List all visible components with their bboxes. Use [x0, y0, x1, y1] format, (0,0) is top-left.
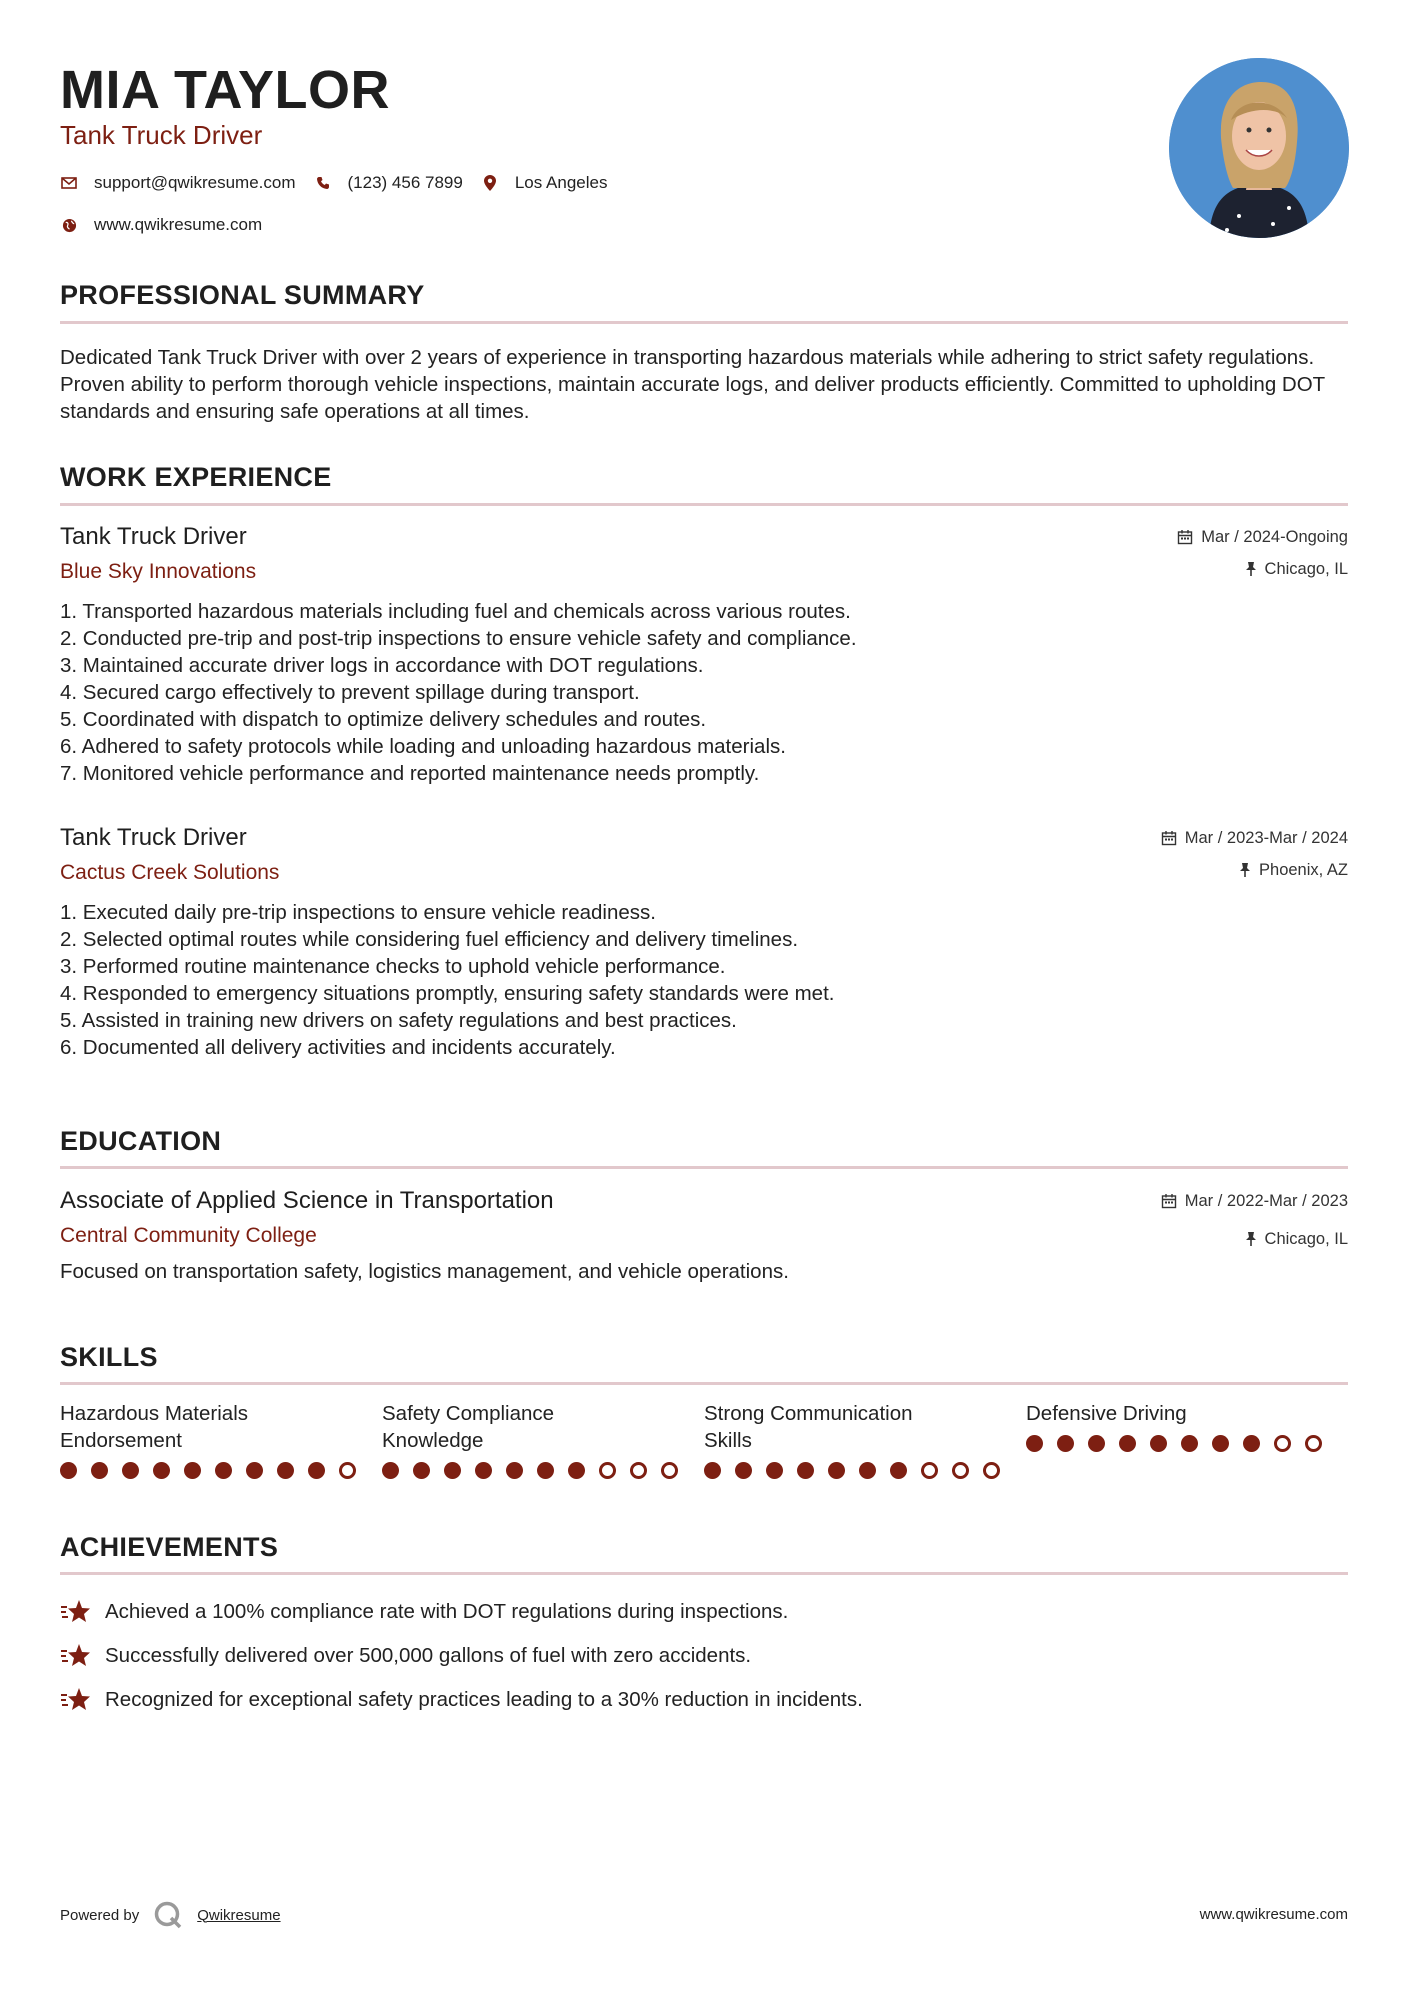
list-item: 1. Executed daily pre-trip inspections to ensure vehicle readiness. — [60, 901, 656, 924]
rating-dot-filled — [1212, 1435, 1229, 1452]
job-meta — [1177, 526, 1348, 590]
rating-dot-filled — [1088, 1435, 1105, 1452]
job-title: Tank Truck Driver — [60, 523, 247, 550]
qwikresume-logo-icon — [153, 1900, 183, 1930]
rating-dot-empty — [630, 1462, 647, 1479]
list-item — [60, 1678, 1348, 1722]
rating-dot-filled — [1026, 1435, 1043, 1452]
list-item: 5. Assisted in training new drivers on safety regulations and best practices. — [60, 1009, 737, 1032]
rating-dot-filled — [1150, 1435, 1167, 1452]
list-item: 3. Maintained accurate driver logs in accordance with DOT regulations. — [60, 654, 704, 677]
rating-dot-filled — [60, 1462, 77, 1479]
skill-name: Hazardous Materials — [60, 1402, 248, 1425]
rating-dot-filled — [382, 1462, 399, 1479]
skill-rating — [382, 1462, 704, 1479]
powered-by-label: Powered by — [60, 1906, 140, 1924]
job-responsibilities — [60, 899, 1348, 1061]
job-entry — [60, 522, 1348, 787]
job-dates: Mar / 2024-Ongoing — [1201, 527, 1348, 546]
rating-dot-filled — [475, 1462, 492, 1479]
skill-name: Defensive Driving — [1026, 1402, 1187, 1425]
rating-dot-empty — [952, 1462, 969, 1479]
rating-dot-filled — [506, 1462, 523, 1479]
contact-info — [60, 172, 625, 256]
skill-name: Strong Communication — [704, 1402, 913, 1425]
resume-page — [60, 0, 1348, 1990]
calendar-icon — [1161, 1193, 1177, 1209]
skill-item — [382, 1400, 704, 1479]
education-location: Chicago, IL — [1264, 1229, 1348, 1248]
contact-phone[interactable] — [314, 173, 463, 193]
location-text: Los Angeles — [514, 173, 608, 192]
skill-item — [704, 1400, 1026, 1479]
education-entry — [60, 1186, 1348, 1285]
list-item — [60, 1634, 1348, 1678]
globe-icon — [60, 216, 78, 234]
job-responsibilities — [60, 598, 1348, 787]
skills-divider — [60, 1382, 1348, 1385]
job-dates: Mar / 2023-Mar / 2024 — [1184, 828, 1348, 847]
rating-dot-empty — [983, 1462, 1000, 1479]
rating-dot-filled — [1119, 1435, 1136, 1452]
rating-dot-filled — [537, 1462, 554, 1479]
skill-name-cont: Knowledge — [382, 1429, 484, 1452]
list-item: 5. Coordinated with dispatch to optimize delivery schedules and routes. — [60, 708, 707, 731]
map-pin-icon — [481, 174, 499, 192]
job-meta — [1161, 827, 1348, 891]
rating-dot-filled — [1181, 1435, 1198, 1452]
job-location: Chicago, IL — [1264, 559, 1348, 578]
list-item: 7. Monitored vehicle performance and reported maintenance needs promptly. — [60, 762, 760, 785]
rating-dot-empty — [661, 1462, 678, 1479]
job-title: Tank Truck Driver — [60, 824, 247, 851]
education-meta — [1161, 1190, 1348, 1260]
achievement-text: Successfully delivered over 500,000 gallons of fuel with zero accidents. — [105, 1644, 752, 1667]
rating-dot-filled — [1243, 1435, 1260, 1452]
summary-text: Dedicated Tank Truck Driver with over 2 years of experience in transporting hazardous materials while adhering to strict safety regulations. Proven ability to perform thorough vehicle inspections, maintain accurate logs, and deliver products efficiently. Committed to upholding DOT standards and ensuring safe operations at all times. — [60, 346, 1325, 423]
list-item: 6. Documented all delivery activities and incidents accurately. — [60, 1036, 616, 1059]
rating-dot-filled — [308, 1462, 325, 1479]
rating-dot-empty — [1274, 1435, 1291, 1452]
list-item: 3. Performed routine maintenance checks to uphold vehicle performance. — [60, 955, 726, 978]
rating-dot-empty — [339, 1462, 356, 1479]
pushpin-icon — [1245, 561, 1257, 577]
job-location: Phoenix, AZ — [1259, 860, 1348, 879]
skill-item — [60, 1400, 382, 1479]
rating-dot-filled — [184, 1462, 201, 1479]
rating-dot-empty — [921, 1462, 938, 1479]
footer-powered-by — [60, 1900, 281, 1930]
rating-dot-empty — [1305, 1435, 1322, 1452]
phone-text: (123) 456 7899 — [347, 173, 463, 192]
achievement-text: Achieved a 100% compliance rate with DOT regulations during inspections. — [105, 1600, 789, 1623]
rating-dot-filled — [568, 1462, 585, 1479]
rating-dot-filled — [735, 1462, 752, 1479]
rating-dot-filled — [828, 1462, 845, 1479]
education-description: Focused on transportation safety, logistics management, and vehicle operations. — [60, 1260, 789, 1283]
pushpin-icon — [1245, 1231, 1257, 1247]
shooting-star-icon — [60, 1641, 92, 1671]
rating-dot-filled — [444, 1462, 461, 1479]
candidate-name: MIA TAYLOR — [60, 60, 391, 120]
education-divider — [60, 1166, 1348, 1169]
degree-title: Associate of Applied Science in Transportation — [60, 1187, 554, 1214]
school-name: Central Community College — [60, 1224, 317, 1247]
list-item: 6. Adhered to safety protocols while loading and unloading hazardous materials. — [60, 735, 786, 758]
rating-dot-filled — [246, 1462, 263, 1479]
experience-divider — [60, 503, 1348, 506]
summary-heading: PROFESSIONAL SUMMARY — [60, 280, 425, 310]
phone-icon — [314, 174, 332, 192]
rating-dot-filled — [1057, 1435, 1074, 1452]
qwikresume-link[interactable]: Qwikresume — [197, 1906, 281, 1924]
rating-dot-filled — [797, 1462, 814, 1479]
shooting-star-icon — [60, 1597, 92, 1627]
rating-dot-filled — [153, 1462, 170, 1479]
achievements-divider — [60, 1572, 1348, 1575]
education-heading: EDUCATION — [60, 1126, 222, 1156]
rating-dot-filled — [704, 1462, 721, 1479]
rating-dot-filled — [890, 1462, 907, 1479]
rating-dot-filled — [413, 1462, 430, 1479]
skill-rating — [60, 1462, 382, 1479]
skills-heading: SKILLS — [60, 1342, 158, 1372]
education-dates: Mar / 2022-Mar / 2023 — [1184, 1191, 1348, 1210]
rating-dot-filled — [859, 1462, 876, 1479]
shooting-star-icon — [60, 1685, 92, 1715]
list-item: 4. Responded to emergency situations promptly, ensuring safety standards were met. — [60, 982, 835, 1005]
list-item — [60, 1590, 1348, 1634]
skill-name: Safety Compliance — [382, 1402, 555, 1425]
candidate-role: Tank Truck Driver — [60, 120, 263, 150]
skill-item — [1026, 1400, 1348, 1479]
contact-location — [481, 173, 608, 193]
contact-website[interactable] — [60, 215, 262, 235]
summary-divider — [60, 321, 1348, 324]
rating-dot-empty — [599, 1462, 616, 1479]
calendar-icon — [1161, 830, 1177, 846]
skill-rating — [1026, 1435, 1348, 1452]
pushpin-icon — [1239, 862, 1251, 878]
skill-name-cont: Skills — [704, 1429, 752, 1452]
skill-name-cont: Endorsement — [60, 1429, 182, 1452]
job-entry — [60, 823, 1348, 1061]
list-item: 2. Conducted pre-trip and post-trip inspections to ensure vehicle safety and compliance. — [60, 627, 857, 650]
envelope-icon — [60, 174, 78, 192]
list-item: 4. Secured cargo effectively to prevent spillage during transport. — [60, 681, 640, 704]
rating-dot-filled — [766, 1462, 783, 1479]
job-company: Cactus Creek Solutions — [60, 861, 280, 884]
list-item: 2. Selected optimal routes while considering fuel efficiency and delivery timelines. — [60, 928, 799, 951]
achievements-heading: ACHIEVEMENTS — [60, 1532, 279, 1562]
rating-dot-filled — [91, 1462, 108, 1479]
experience-heading: WORK EXPERIENCE — [60, 462, 332, 492]
contact-email[interactable] — [60, 173, 296, 193]
rating-dot-filled — [277, 1462, 294, 1479]
email-text: support@qwikresume.com — [94, 173, 296, 192]
job-company: Blue Sky Innovations — [60, 560, 257, 583]
skills-grid — [60, 1400, 1348, 1479]
footer-website[interactable]: www.qwikresume.com — [1199, 1906, 1348, 1923]
skill-rating — [704, 1462, 1026, 1479]
profile-photo — [1169, 58, 1349, 238]
list-item: 1. Transported hazardous materials including fuel and chemicals across various routes. — [60, 600, 851, 623]
achievements-list — [60, 1590, 1348, 1722]
calendar-icon — [1177, 529, 1193, 545]
rating-dot-filled — [215, 1462, 232, 1479]
rating-dot-filled — [122, 1462, 139, 1479]
website-text: www.qwikresume.com — [94, 215, 263, 234]
achievement-text: Recognized for exceptional safety practices leading to a 30% reduction in incidents. — [105, 1688, 863, 1711]
